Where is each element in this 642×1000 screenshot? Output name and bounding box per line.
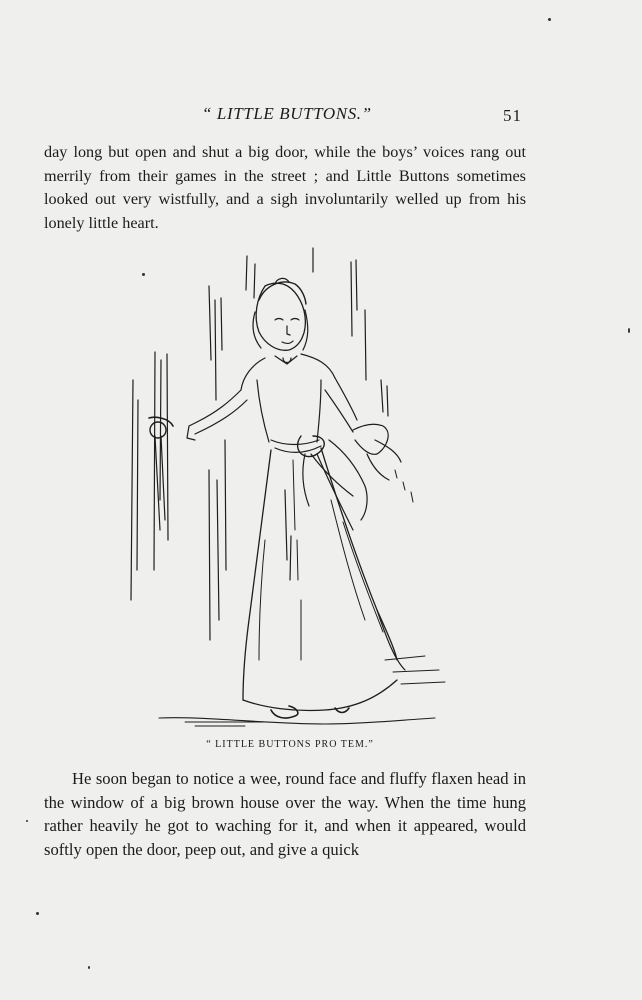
running-header-title: “ LITTLE BUTTONS.”	[202, 104, 372, 123]
paper-speck	[26, 820, 28, 822]
page-number: 51	[503, 106, 522, 125]
paragraph-top: day long but open and shut a big door, while the boys’ voices rang out merrily from their games in the street ; and Little Buttons sometimes looked out very wistfully, and a sigh involuntarily welled up from his lonely little heart.	[44, 143, 526, 232]
illustration-girl-at-door	[125, 240, 455, 735]
paragraph-bottom: He soon began to notice a wee, round face and fluffy flaxen head in the window of a big brown house over the way. When the time hung rather heavily he got to waching for it, and when it appeared, would softly open the door, peep out, and give a quick	[44, 769, 526, 860]
paper-speck	[142, 273, 145, 276]
paper-speck	[88, 966, 90, 969]
running-header	[0, 104, 642, 130]
paper-speck	[628, 328, 630, 333]
illustration-caption	[0, 739, 642, 750]
paper-speck	[36, 912, 39, 915]
paper-speck	[548, 18, 551, 21]
caption-text: “ LITTLE BUTTONS PRO TEM.”	[206, 739, 374, 750]
